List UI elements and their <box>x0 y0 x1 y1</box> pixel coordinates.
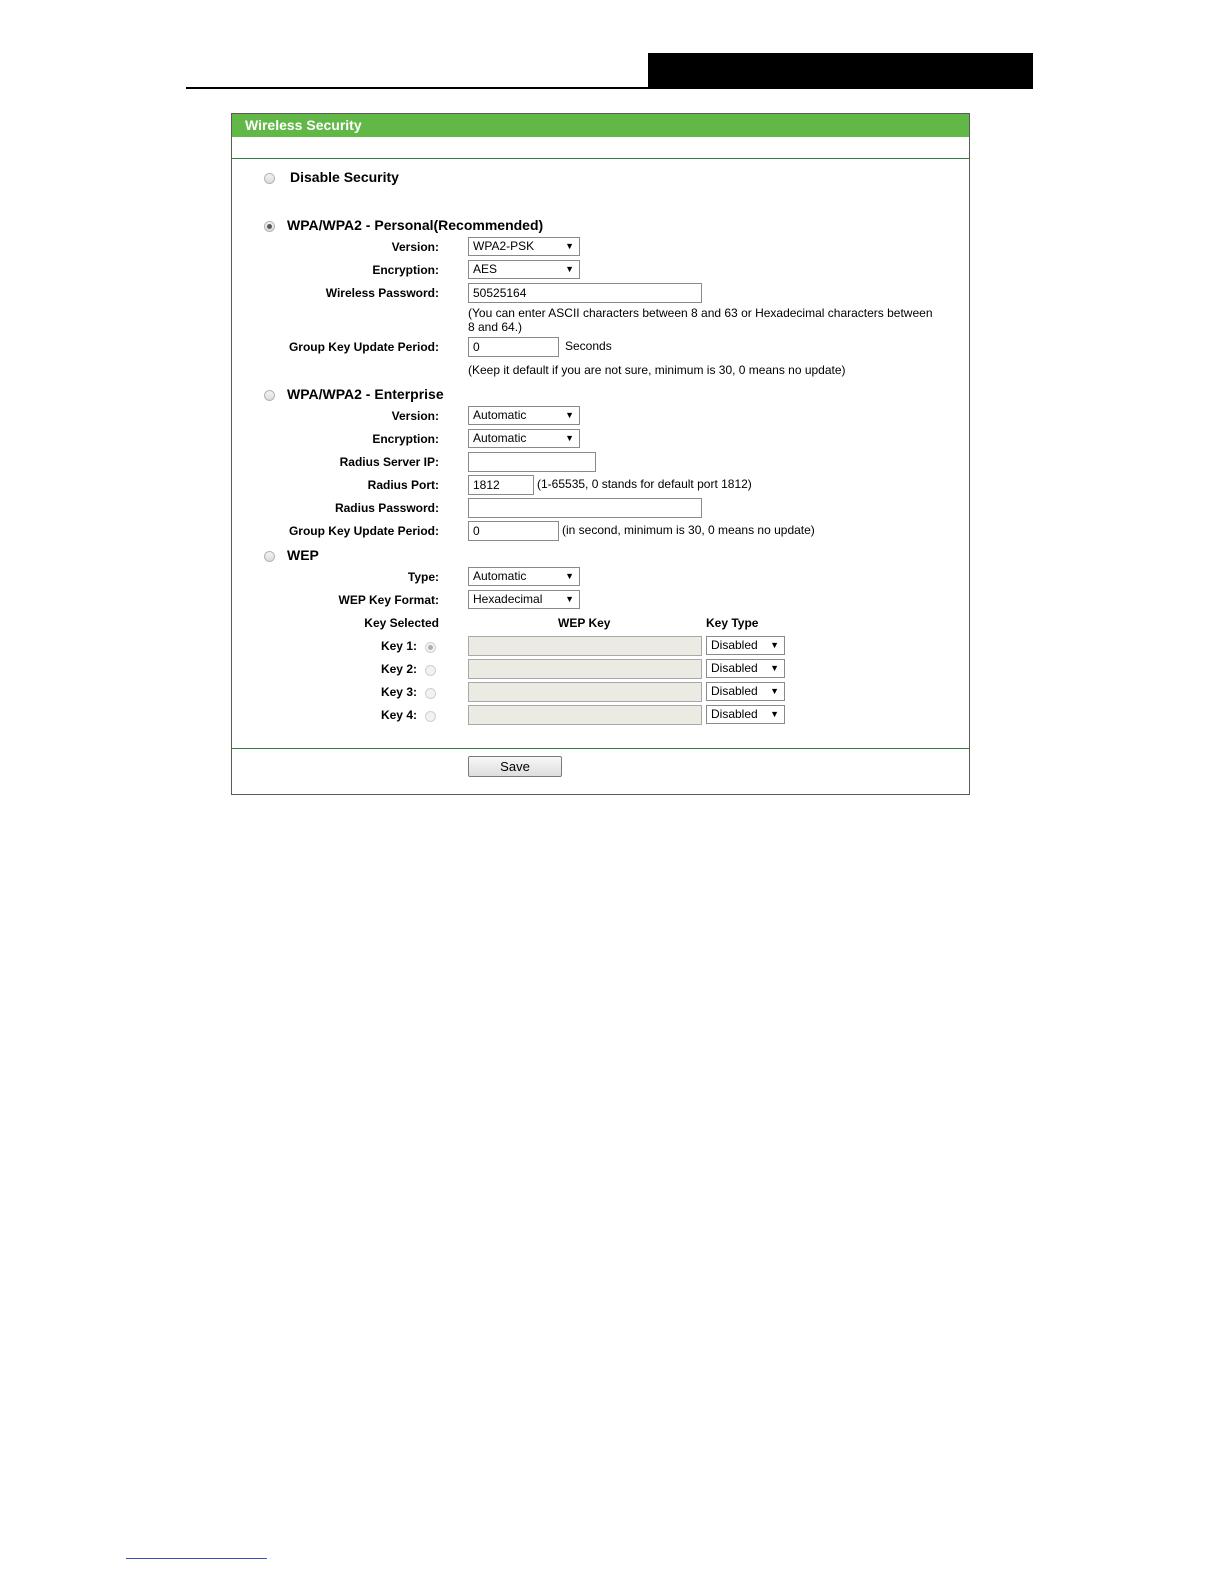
radius-port-label: Radius Port: <box>367 478 439 492</box>
triangle-down-icon: ▼ <box>770 686 779 696</box>
wep-key-3-label: Key 3: <box>380 685 417 699</box>
triangle-down-icon: ▼ <box>565 410 574 420</box>
personal-encryption-value: AES <box>473 262 498 276</box>
wep-key-2-label: Key 2: <box>380 662 417 676</box>
enterprise-version-value: Automatic <box>473 408 527 422</box>
triangle-down-icon: ▼ <box>565 241 574 251</box>
save-button[interactable]: Save <box>468 756 562 777</box>
radius-port-input[interactable]: 1812 <box>468 475 534 495</box>
panel-subbar <box>232 137 969 159</box>
wpa-personal-radio[interactable] <box>264 221 275 232</box>
wireless-password-input[interactable]: 50525164 <box>468 283 702 303</box>
radius-password-label: Radius Password: <box>334 501 439 515</box>
password-note-line1: (You can enter ASCII characters between 8 and 63 or Hexadecimal characters between <box>468 306 933 320</box>
wep-key-4-label: Key 4: <box>380 708 417 722</box>
personal-version-select[interactable] <box>468 237 580 256</box>
wep-key-format-value: Hexadecimal <box>473 592 543 606</box>
wep-key-4-radio[interactable] <box>425 711 436 722</box>
wep-type-label: Type: <box>407 570 439 584</box>
key-type-header: Key Type <box>706 616 759 630</box>
disable-security-radio[interactable] <box>264 173 275 184</box>
personal-group-key-input[interactable]: 0 <box>468 337 559 357</box>
radius-password-input[interactable] <box>468 498 702 518</box>
triangle-down-icon: ▼ <box>565 571 574 581</box>
wireless-password-label: Wireless Password: <box>325 286 439 300</box>
personal-encryption-select[interactable] <box>468 260 580 279</box>
personal-encryption-label: Encryption: <box>372 263 439 277</box>
personal-group-key-unit: Seconds <box>565 339 612 353</box>
wep-key-1-type-value: Disabled <box>711 638 758 652</box>
key-selected-header: Key Selected <box>364 616 439 630</box>
triangle-down-icon: ▼ <box>770 663 779 673</box>
enterprise-version-label: Version: <box>391 409 439 423</box>
wep-key-2-type-select[interactable] <box>706 659 785 678</box>
enterprise-encryption-select[interactable] <box>468 429 580 448</box>
wep-key-header: WEP Key <box>558 616 611 630</box>
wep-key-format-label: WEP Key Format: <box>338 593 439 607</box>
disable-security-label: Disable Security <box>290 169 399 185</box>
wep-key-3-type-select[interactable] <box>706 682 785 701</box>
wireless-security-panel <box>231 113 970 795</box>
wpa-personal-title: WPA/WPA2 - Personal(Recommended) <box>287 217 544 233</box>
wep-key-3-type-value: Disabled <box>711 684 758 698</box>
enterprise-encryption-value: Automatic <box>473 431 527 445</box>
personal-group-key-label: Group Key Update Period: <box>288 340 439 354</box>
wep-key-2-input[interactable] <box>468 659 702 679</box>
enterprise-encryption-label: Encryption: <box>372 432 439 446</box>
wep-key-1-type-select[interactable] <box>706 636 785 655</box>
enterprise-group-key-input[interactable]: 0 <box>468 521 559 541</box>
footer-rule <box>126 1558 267 1559</box>
radius-server-ip-input[interactable] <box>468 452 596 472</box>
wep-key-3-radio[interactable] <box>425 688 436 699</box>
wep-key-2-type-value: Disabled <box>711 661 758 675</box>
wep-type-value: Automatic <box>473 569 527 583</box>
wep-key-1-label: Key 1: <box>380 639 417 653</box>
wep-key-2-radio[interactable] <box>425 665 436 676</box>
enterprise-version-select[interactable] <box>468 406 580 425</box>
triangle-down-icon: ▼ <box>770 709 779 719</box>
wpa-enterprise-title: WPA/WPA2 - Enterprise <box>287 386 444 402</box>
wpa-enterprise-radio[interactable] <box>264 390 275 401</box>
triangle-down-icon: ▼ <box>565 264 574 274</box>
panel-bottom-rule <box>232 748 969 749</box>
wep-key-1-radio[interactable] <box>425 642 436 653</box>
page-header-rule <box>186 87 1033 89</box>
radius-port-note: (1-65535, 0 stands for default port 1812) <box>537 477 752 491</box>
personal-version-value: WPA2-PSK <box>473 239 535 253</box>
radius-server-ip-label: Radius Server IP: <box>339 455 439 469</box>
wep-radio[interactable] <box>264 551 275 562</box>
wep-key-4-type-select[interactable] <box>706 705 785 724</box>
panel-title: Wireless Security <box>232 114 969 137</box>
triangle-down-icon: ▼ <box>565 433 574 443</box>
personal-group-key-note: (Keep it default if you are not sure, minimum is 30, 0 means no update) <box>468 363 846 377</box>
wep-title: WEP <box>287 547 319 563</box>
triangle-down-icon: ▼ <box>565 594 574 604</box>
password-note-line2: 8 and 64.) <box>468 320 523 334</box>
enterprise-group-key-note: (in second, minimum is 30, 0 means no update) <box>562 523 815 537</box>
personal-version-label: Version: <box>391 240 439 254</box>
wep-key-4-type-value: Disabled <box>711 707 758 721</box>
wep-key-1-input[interactable] <box>468 636 702 656</box>
wep-key-4-input[interactable] <box>468 705 702 725</box>
page-header-block <box>648 53 1033 89</box>
wep-key-3-input[interactable] <box>468 682 702 702</box>
enterprise-group-key-label: Group Key Update Period: <box>288 524 439 538</box>
triangle-down-icon: ▼ <box>770 640 779 650</box>
wep-key-format-select[interactable] <box>468 590 580 609</box>
wep-type-select[interactable] <box>468 567 580 586</box>
